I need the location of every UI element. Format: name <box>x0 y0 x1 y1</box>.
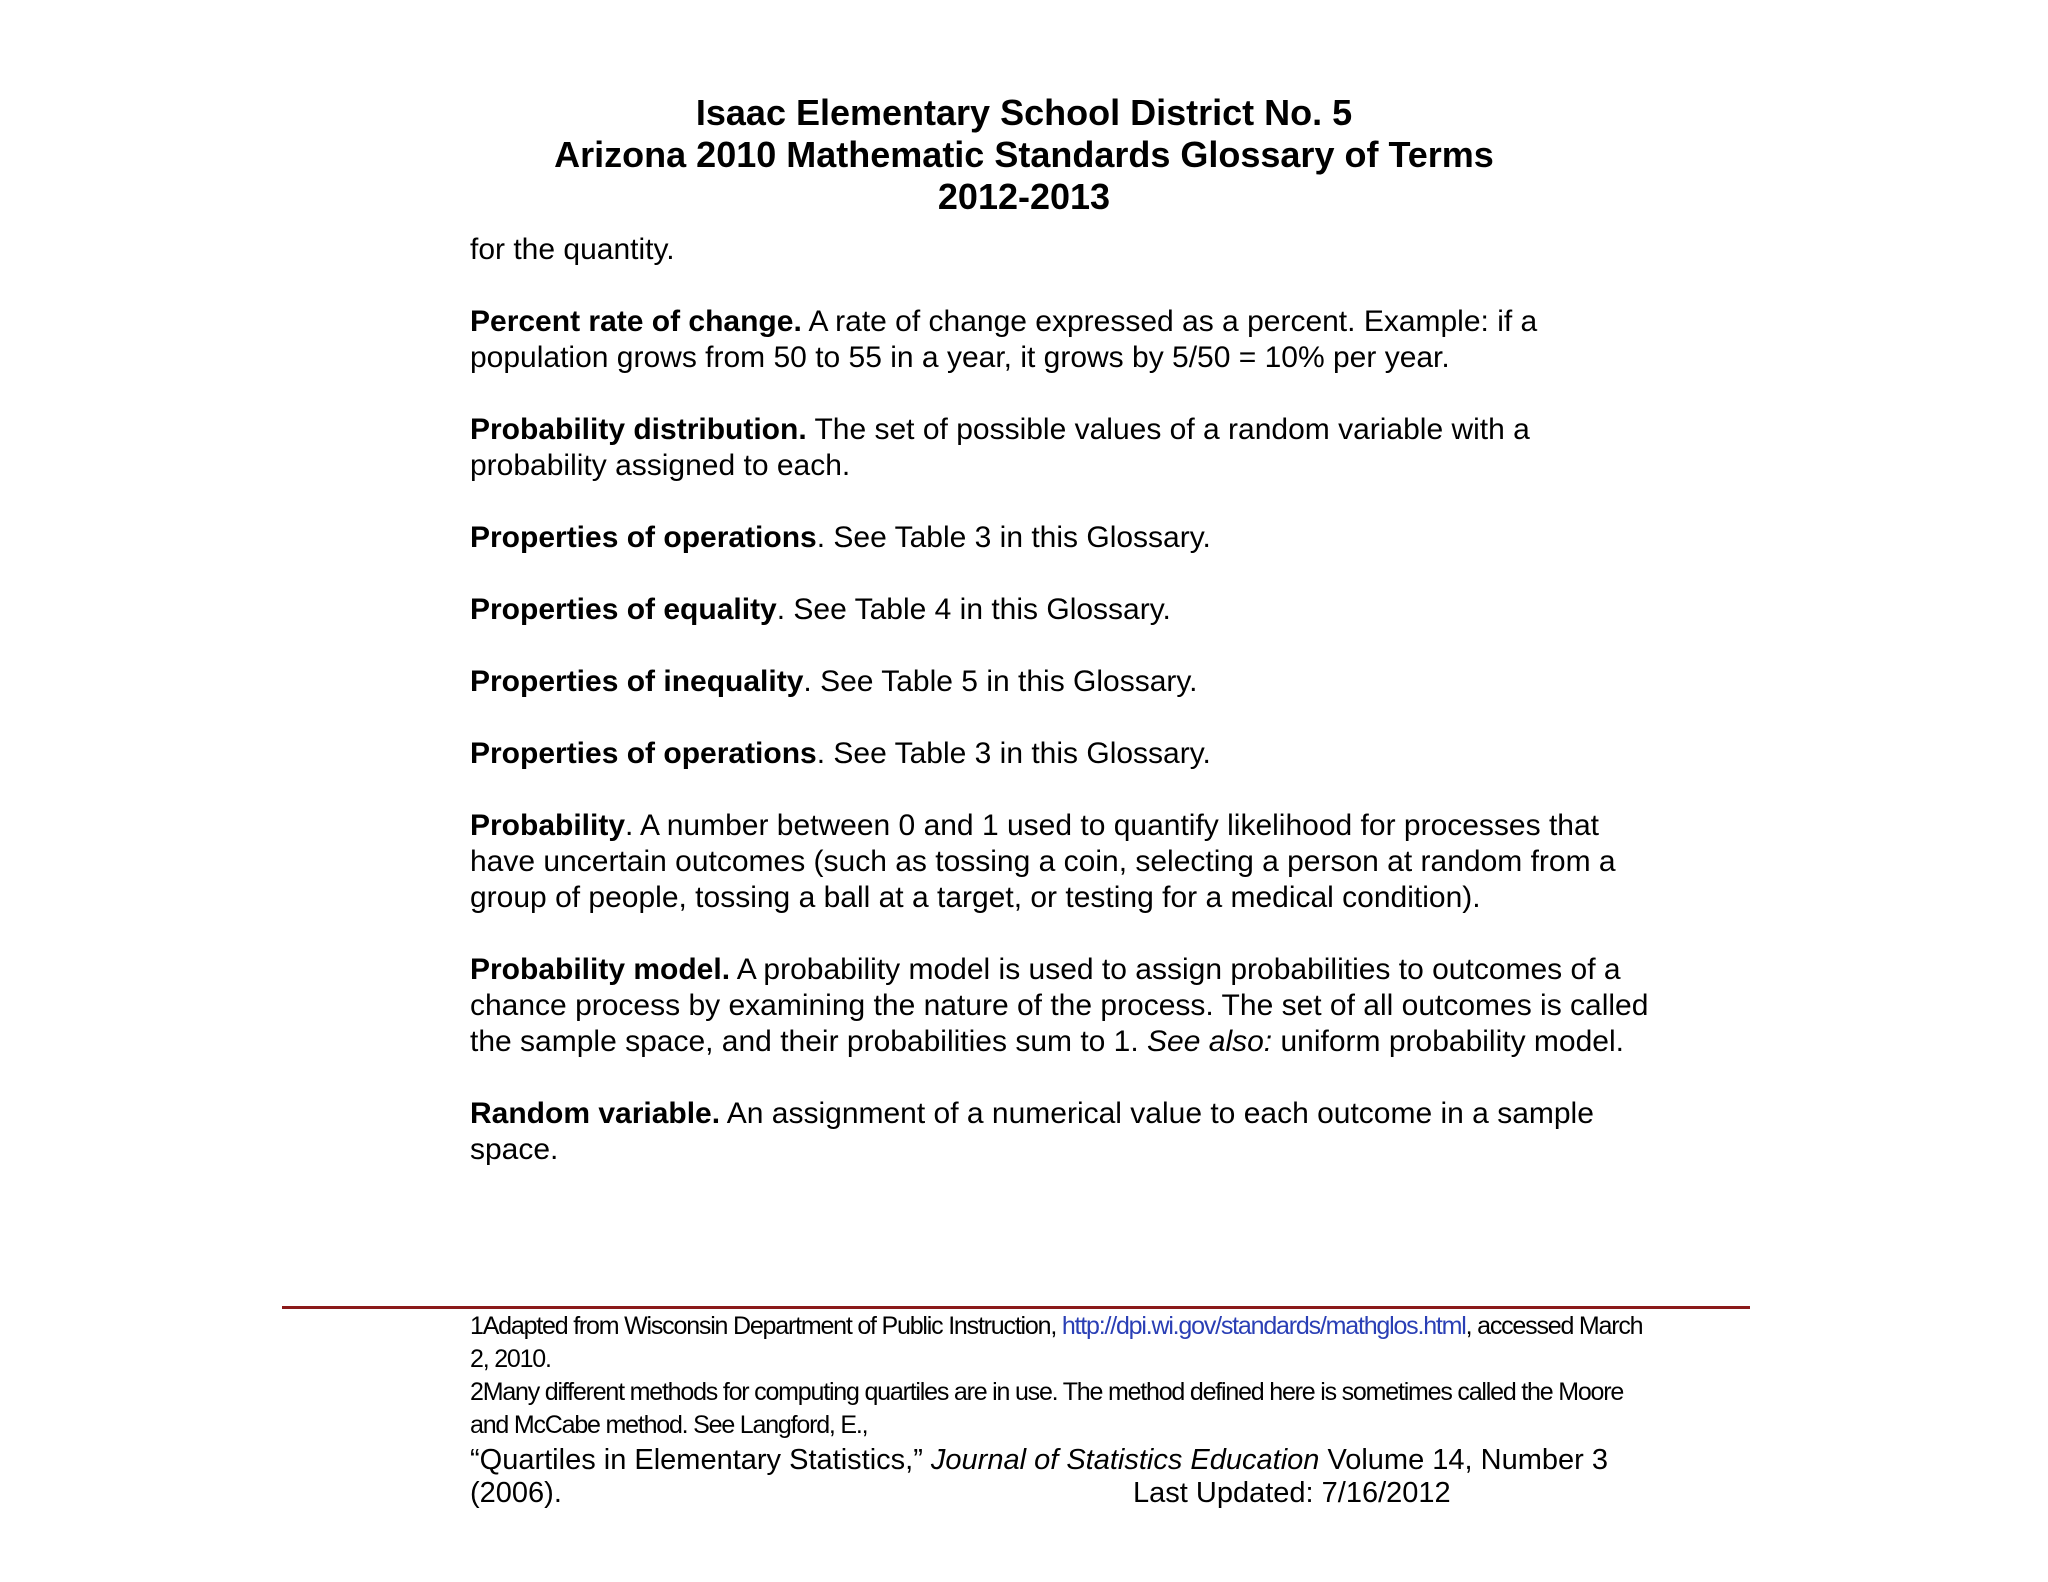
glossary-definition: An assignment of a numerical value to each outcome in a sample space. <box>470 1097 1594 1166</box>
glossary-entry <box>470 952 1650 1060</box>
footnote-1-link[interactable]: http://dpi.wi.gov/standards/mathglos.html <box>1061 1312 1466 1340</box>
footnote-1-suffix: , accessed March 2, 2010. <box>470 1312 1643 1373</box>
glossary-definition: The set of possible values of a random variable with a probability assigned to each. <box>470 413 1530 482</box>
glossary-term: Properties of equality <box>470 593 777 626</box>
citation-title: “Quartiles in Elementary Statistics,” <box>470 1444 931 1476</box>
glossary-definition: A rate of change expressed as a percent. Example: if a population grows from 50 to 55 in a year, it grows by 5/50 = 10% per year. <box>470 305 1538 374</box>
glossary-definition: . See Table 4 in this Glossary. <box>776 593 1171 626</box>
glossary-entry <box>470 808 1650 916</box>
footnote-last-line <box>470 1477 1650 1510</box>
document-title: Arizona 2010 Mathematic Standards Glossary of Terms <box>554 134 1494 175</box>
citation-volume: Volume 14, Number 3 <box>1319 1444 1608 1476</box>
page-header <box>0 92 2048 218</box>
citation-journal: Journal of Statistics Education <box>930 1444 1320 1476</box>
glossary-term: Random variable. <box>470 1097 721 1130</box>
glossary-definition: . See Table 3 in this Glossary. <box>816 521 1211 554</box>
footnotes <box>470 1310 1650 1510</box>
glossary-content <box>470 232 1650 1204</box>
glossary-definition: . See Table 3 in this Glossary. <box>816 737 1211 770</box>
footnote-2-citation <box>470 1444 1650 1477</box>
glossary-term: Probability model. <box>470 953 731 986</box>
footnote-1-text: 1Adapted from Wisconsin Department of Public Instruction, <box>470 1312 1062 1340</box>
glossary-term: Probability <box>470 809 626 842</box>
citation-year: (2006). <box>470 1477 562 1509</box>
footnote-2: 2Many different methods for computing quartiles are in use. The method defined here is sometimes called the Moore and McCabe method. See Langford, E., <box>470 1378 1624 1439</box>
school-year: 2012-2013 <box>937 176 1111 217</box>
glossary-entry <box>470 520 1650 556</box>
glossary-entry <box>470 304 1650 376</box>
glossary-definition: . See Table 5 in this Glossary. <box>803 665 1198 698</box>
glossary-entry <box>470 1096 1650 1168</box>
glossary-term: Percent rate of change. <box>470 305 802 338</box>
glossary-entry <box>470 592 1650 628</box>
glossary-term: Properties of inequality <box>470 665 804 698</box>
district-title: Isaac Elementary School District No. 5 <box>695 92 1353 133</box>
last-updated: Last Updated: 7/16/2012 <box>1133 1477 1451 1509</box>
glossary-term: Properties of operations <box>470 737 817 770</box>
footnote-divider <box>282 1306 1750 1309</box>
continuation-text: for the quantity. <box>470 233 675 266</box>
see-also-label: See also: <box>1147 1025 1273 1058</box>
glossary-term: Properties of operations <box>470 521 817 554</box>
footnote-1 <box>470 1310 1650 1376</box>
glossary-entry <box>470 664 1650 700</box>
glossary-entry <box>470 412 1650 484</box>
glossary-entry <box>470 736 1650 772</box>
glossary-definition: A probability model is used to assign probabilities to outcomes of a chance process by examining the nature of the process. The set of all outcomes is called the sample space, and their probabilities sum to 1. <box>470 953 1649 1058</box>
glossary-term: Probability distribution. <box>470 413 807 446</box>
see-also-text: uniform probability model. <box>1272 1025 1624 1058</box>
glossary-definition: . A number between 0 and 1 used to quantify likelihood for processes that have uncertain outcomes (such as tossing a coin, selecting a person at random from a group of people, tossing a ball at a target, or testing for a medical condition). <box>470 809 1616 914</box>
